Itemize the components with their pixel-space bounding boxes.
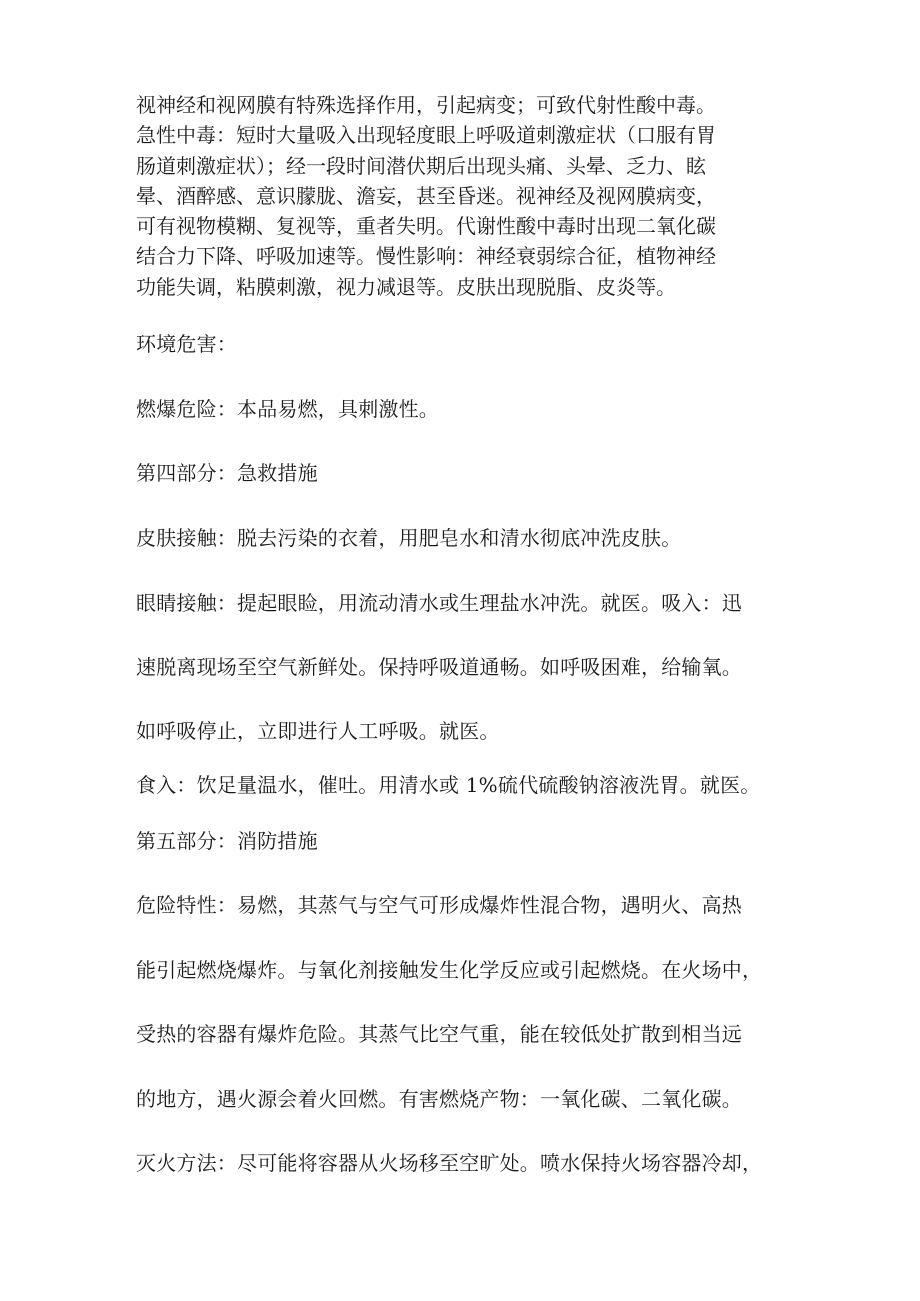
- text-line-4: 晕、酒醉感、意识朦胧、澹妄，甚至昏迷。视神经及视网膜病变，: [136, 184, 716, 208]
- section-heading-firefight: 第五部分：消防措施: [136, 829, 318, 853]
- text-line-1: 视神经和视网膜有特殊选择作用，引起病变；可致代射性酸中毒。: [136, 93, 716, 117]
- text-line-hazard-3: 受热的容器有爆炸危险。其蒸气比空气重，能在较低处扩散到相当远: [136, 1022, 742, 1046]
- text-line-fire-risk: 燃爆危险：本品易燃，具刺激性。: [136, 397, 439, 421]
- text-line-3: 肠道刺激症状）；经一段时间潜伏期后出现头痛、头晕、乏力、眩: [136, 154, 706, 178]
- text-line-hazard-4: 的地方，遇火源会着火回燃。有害燃烧产物：一氧化碳、二氧化碳。: [136, 1087, 742, 1111]
- text-line-eye-contact: 眼睛接触：提起眼睑，用流动清水或生理盐水冲洗。就医。吸入：迅: [136, 591, 742, 615]
- text-line-5: 可有视物模糊、复视等，重者失明。代谢性酸中毒时出现二氧化碳: [136, 214, 716, 238]
- text-line-hazard-1: 危险特性：易燃，其蒸气与空气可形成爆炸性混合物，遇明火、高热: [136, 893, 742, 917]
- section-heading-first-aid: 第四部分：急救措施: [136, 461, 318, 485]
- text-line-skin-contact: 皮肤接触：脱去污染的衣着，用肥皂水和清水彻底冲洗皮肤。: [136, 526, 682, 550]
- text-line-ingestion: 食入：饮足量温水，催吐。用清水或 1%硫代硫酸钠溶液洗胃。就医。: [136, 773, 761, 797]
- text-line-breathing-stop: 如呼吸停止，立即进行人工呼吸。就医。: [136, 719, 500, 743]
- text-line-2: 急性中毒：短时大量吸入出现轻度眼上呼吸道刺激症状（口服有胃: [136, 123, 716, 147]
- text-line-extinguish: 灭火方法：尽可能将容器从火场移至空旷处。喷水保持火场容器冷却，: [136, 1151, 763, 1175]
- text-line-inhalation: 速脱离现场至空气新鲜处。保持呼吸道通畅。如呼吸困难，给输氧。: [136, 655, 742, 679]
- text-line-hazard-2: 能引起燃烧爆炸。与氧化剂接触发生化学反应或引起燃烧。在火场中，: [136, 958, 763, 982]
- text-line-7: 功能失调，粘膜刺激，视力减退等。皮肤出现脱脂、皮炎等。: [136, 275, 676, 299]
- text-line-6: 结合力下降、呼吸加速等。慢性影响：神经衰弱综合征，植物神经: [136, 244, 716, 268]
- section-environment-hazard: 环境危害：: [136, 332, 237, 356]
